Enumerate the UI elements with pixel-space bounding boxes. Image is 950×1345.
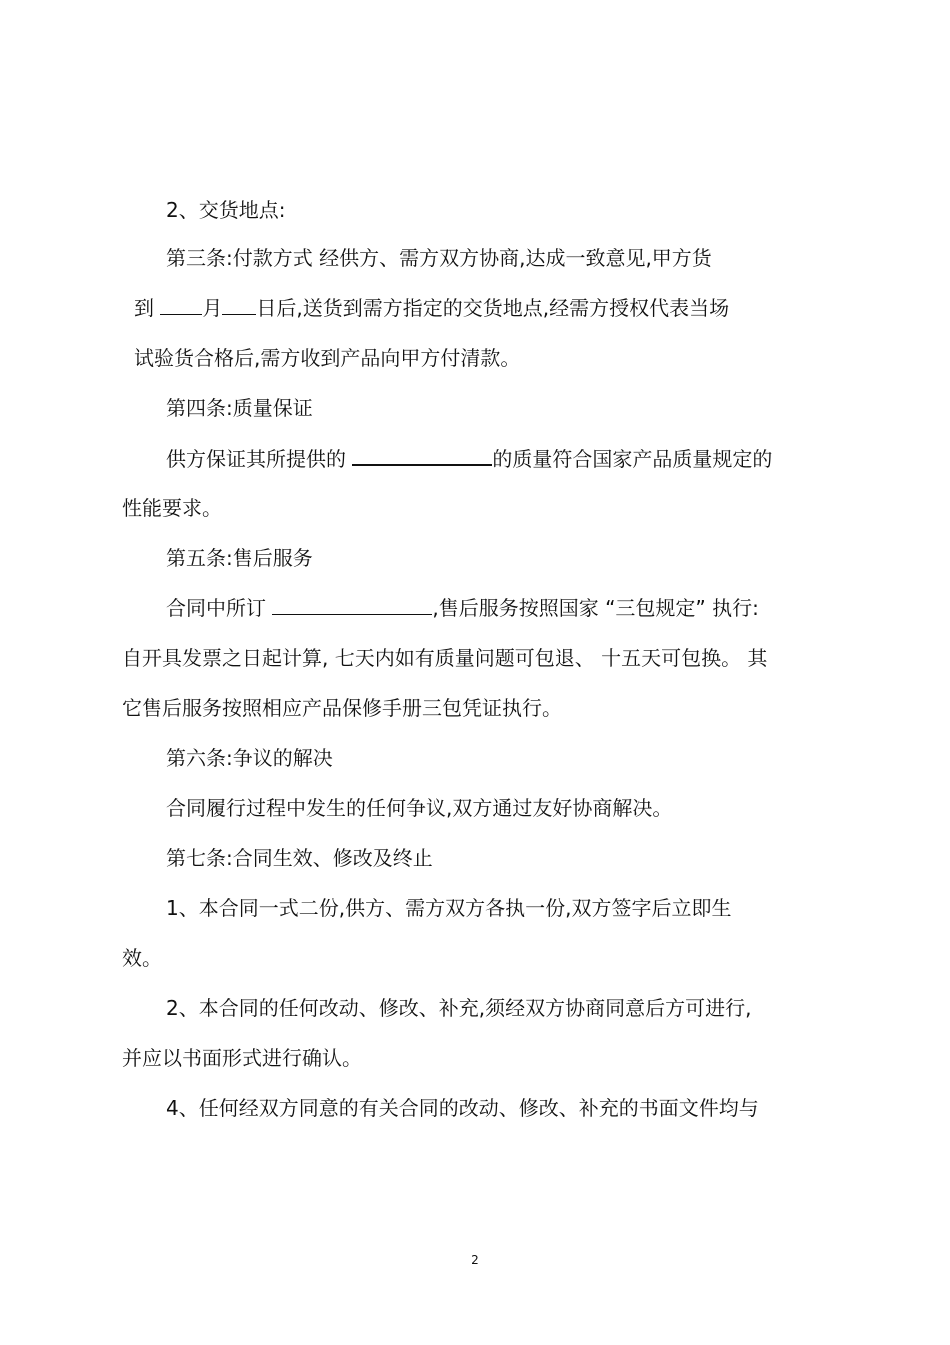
- article-7-heading: 第七条:合同生效、修改及终止: [166, 846, 433, 870]
- article-7-clause-2-line-1: 2、本合同的任何改动、修改、补充,须经双方协商同意后方可进行,: [166, 996, 752, 1020]
- product-blank: [352, 446, 492, 466]
- article-7-clause-1-line-1: 1、本合同一式二份,供方、需方双方各执一份,双方签字后立即生: [166, 896, 732, 920]
- text-segment: 合同中所订: [166, 596, 273, 620]
- month-blank: [160, 296, 202, 315]
- text-segment: 的质量符合国家产品质量规定的: [492, 447, 773, 471]
- article-7-clause-4-line-1: 4、任何经双方同意的有关合同的改动、修改、补充的书面文件均与: [166, 1096, 759, 1120]
- article-6-heading: 第六条:争议的解决: [166, 746, 333, 770]
- day-blank: [222, 296, 256, 315]
- article-6-body: 合同履行过程中发生的任何争议,双方通过友好协商解决。: [166, 796, 673, 820]
- paragraph-delivery-location: 2、交货地点:: [166, 198, 286, 222]
- article-4-body-line-2: 性能要求。: [122, 496, 222, 520]
- article-5-body-line-1: [166, 596, 759, 620]
- article-5-heading: 第五条:售后服务: [166, 546, 313, 570]
- article-7-clause-1-line-2: 效。: [122, 946, 162, 970]
- text-segment: ,售后服务按照国家 “三包规定” 执行:: [432, 596, 759, 620]
- contract-item-blank: [272, 596, 432, 615]
- article-3-heading: 第三条:付款方式 经供方、需方双方协商,达成一致意见,甲方货: [166, 246, 712, 270]
- page-number: 2: [471, 1253, 479, 1267]
- article-3-body-line-2: [134, 296, 729, 320]
- text-segment: 到: [134, 296, 161, 320]
- article-7-clause-2-line-2: 并应以书面形式进行确认。: [122, 1046, 362, 1070]
- article-3-body-line-3: 试验货合格后,需方收到产品向甲方付清款。: [134, 346, 521, 370]
- article-5-body-line-3: 它售后服务按照相应产品保修手册三包凭证执行。: [122, 696, 562, 720]
- article-5-body-line-2: 自开具发票之日起计算, 七天内如有质量问题可包退、 十五天可包换。 其: [122, 646, 768, 670]
- text-segment: 供方保证其所提供的: [166, 447, 353, 471]
- text-segment: 日后,送货到需方指定的交货地点,经需方授权代表当场: [256, 296, 730, 320]
- article-4-body-line-1: [166, 446, 772, 471]
- text-segment: 月: [202, 296, 223, 320]
- article-4-heading: 第四条:质量保证: [166, 396, 313, 420]
